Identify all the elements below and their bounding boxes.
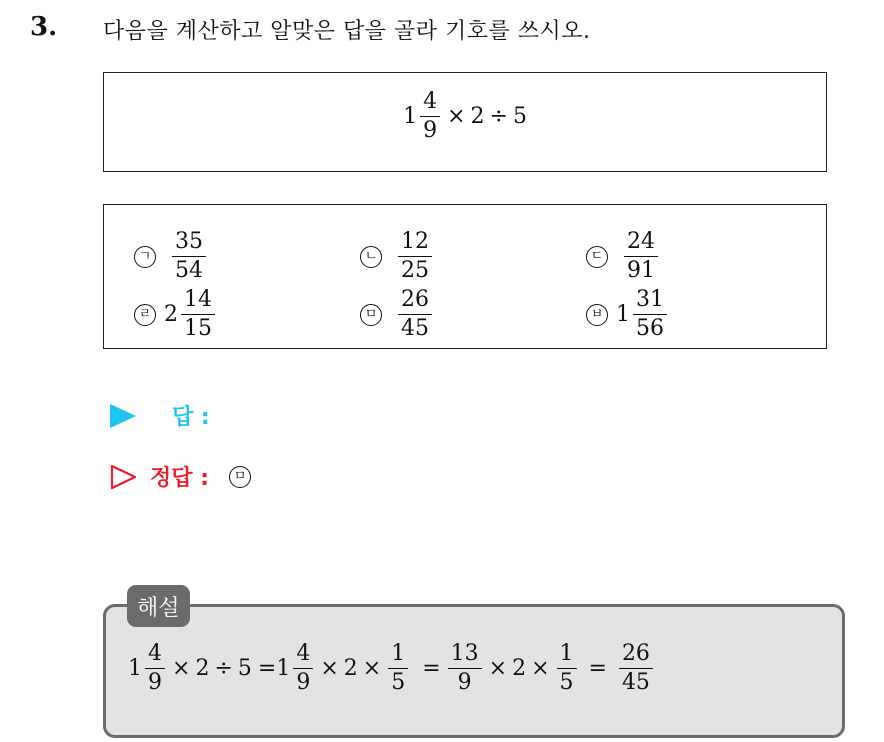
answer-row [110,400,210,431]
choice-1-numerator: 35 [172,231,206,257]
answer-label: 답 : [172,405,210,430]
sol-b-numerator: 4 [293,643,313,669]
correct-value-mark: ㅁ [229,466,251,488]
choice-4-whole: 2 [164,302,178,327]
problem-denominator: 9 [423,118,438,143]
choices-box [103,204,827,349]
solution-tag: 해설 [127,585,190,627]
choice-6-denominator: 56 [636,316,664,341]
choice-2[interactable] [360,231,434,282]
sol-equals-2: = [422,656,441,681]
solution-box [103,604,845,738]
choice-5-denominator: 45 [401,316,429,341]
problem-numerator: 4 [420,91,440,117]
outline-triangle-icon [110,464,138,490]
sol-c-times-2: × [531,656,550,681]
choice-5[interactable] [360,289,434,340]
sol-a-denominator: 9 [148,670,162,695]
sol-d-denominator: 45 [621,670,650,695]
sol-b-fifth [388,643,408,694]
problem-box [103,72,827,172]
choice-6[interactable] [586,289,669,340]
sol-d-fraction [619,643,653,694]
problem-times: × [447,104,466,129]
sol-a-whole: 1 [128,656,142,681]
sol-equals-1: = [257,656,277,681]
choice-3[interactable] [586,231,660,282]
choice-5-fraction [398,289,432,340]
choice-2-mark: ㄴ [360,246,382,268]
sol-c-times-1: × [488,656,508,681]
choice-3-mark: ㄷ [586,246,608,268]
sol-a-divide: ÷ [214,656,233,681]
choice-1-denominator: 54 [175,258,203,283]
choice-4-denominator: 15 [184,316,212,341]
choice-1-mark: ㄱ [134,246,156,268]
problem-value-2: 2 [470,104,485,129]
choice-4-mark: ㄹ [134,304,156,326]
choice-3-denominator: 91 [627,258,655,283]
choice-6-fraction [633,289,667,340]
solution-expression [128,643,655,694]
sol-b-fifth-denominator: 5 [391,670,406,695]
sol-c-fraction [448,643,482,694]
choice-5-mark: ㅁ [360,304,382,326]
problem-divide: ÷ [489,104,508,129]
sol-b-two: 2 [343,656,358,681]
sol-b-whole: 1 [276,656,291,681]
choice-5-numerator: 26 [398,289,432,315]
question-text: 다음을 계산하고 알맞은 답을 골라 기호를 쓰시오. [103,19,591,44]
choice-2-fraction [398,231,432,282]
sol-c-fifth [557,643,577,694]
sol-equals-3: = [588,656,607,681]
sol-a-numerator: 4 [145,643,165,669]
sol-b-times-1: × [320,656,339,681]
correct-answer-row [110,461,265,492]
choice-6-mark: ㅂ [586,304,608,326]
sol-a-two: 2 [195,656,210,681]
correct-label: 정답 : [150,466,209,491]
play-triangle-icon [110,404,136,428]
sol-c-fifth-denominator: 5 [559,670,574,695]
sol-c-denominator: 9 [457,670,472,695]
choice-6-numerator: 31 [633,289,667,315]
sol-d-numerator: 26 [619,643,653,669]
sol-b-denominator: 9 [296,670,311,695]
sol-b-fifth-numerator: 1 [388,643,408,669]
choice-4[interactable] [134,289,217,340]
sol-c-numerator: 13 [448,643,482,669]
question-number: 3. [30,12,58,42]
choice-2-denominator: 25 [401,258,429,283]
choice-4-numerator: 14 [181,289,215,315]
choice-1[interactable] [134,231,208,282]
sol-c-fifth-numerator: 1 [557,643,577,669]
problem-whole: 1 [403,104,418,129]
choice-1-fraction [172,231,206,282]
sol-a-times: × [172,656,191,681]
problem-expression [104,91,826,142]
choice-4-fraction [181,289,215,340]
problem-fraction [420,91,440,142]
choice-3-numerator: 24 [624,231,658,257]
sol-b-times-2: × [362,656,382,681]
sol-a-fraction [145,643,165,694]
choice-3-fraction [624,231,658,282]
sol-a-five: 5 [237,656,252,681]
choice-6-whole: 1 [616,302,630,327]
choice-2-numerator: 12 [398,231,432,257]
sol-c-two: 2 [512,656,527,681]
problem-value-3: 5 [512,104,527,129]
sol-b-fraction [293,643,313,694]
